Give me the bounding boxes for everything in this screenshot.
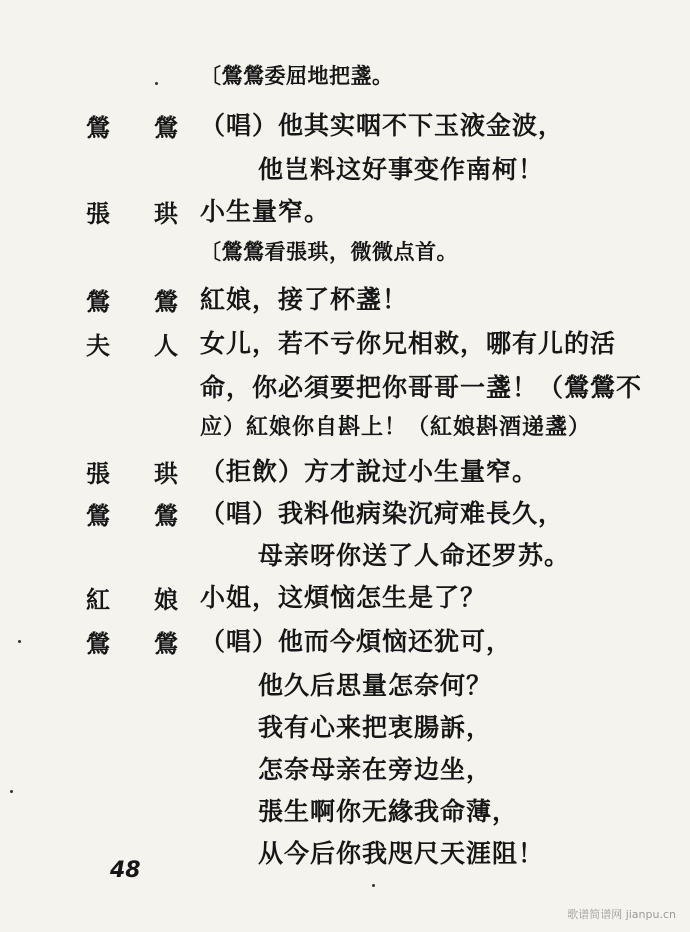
- dialogue-line: 張生啊你无緣我命薄，: [258, 797, 519, 826]
- speaker-char: 張: [86, 199, 110, 228]
- dialogue-line: （唱）我料他病染沉疴难長久，: [200, 499, 565, 528]
- speaker-label: [86, 108, 178, 143]
- speaker-label: [86, 282, 178, 317]
- speaker-char: 鶯: [154, 501, 178, 530]
- speaker-char: 鶯: [86, 287, 110, 316]
- dialogue-line: 紅娘，接了杯盞！: [200, 285, 409, 314]
- watermark: 歌谱简谱网 jianpu.cn: [567, 908, 676, 921]
- speaker-char: 珙: [154, 459, 178, 488]
- dialogue-line: 女儿，若不亏你兄相救，哪有儿的活: [200, 329, 617, 358]
- stage-direction: 〔鶯鶯委屈地把盞。: [200, 63, 394, 88]
- speaker-char: 鶯: [154, 287, 178, 316]
- speaker-char: 娘: [154, 585, 178, 614]
- speaker-label: [86, 194, 178, 229]
- dialogue-line: （拒飲）方才說过小生量窄。: [200, 457, 539, 486]
- dialogue-line: （唱）他而今煩恼还犹可，: [200, 627, 513, 656]
- speaker-char: 紅: [86, 585, 110, 614]
- speaker-char: 鶯: [86, 501, 110, 530]
- dialogue-line: 他岂料这好事变作南柯！: [258, 155, 545, 184]
- dialogue-line: 小生量窄。: [200, 197, 331, 226]
- speaker-label: [86, 326, 178, 361]
- dialogue-line: 母亲呀你送了人命还罗苏。: [258, 541, 571, 570]
- dialogue-line: 从今后你我咫尺天涯阻！: [258, 839, 545, 868]
- speaker-char: 人: [154, 331, 178, 360]
- speaker-char: 鶯: [154, 629, 178, 658]
- speaker-char: 夫: [86, 331, 110, 360]
- speaker-char: 鶯: [154, 113, 178, 142]
- dialogue-line: 他久后思量怎奈何？: [258, 671, 493, 700]
- speaker-char: 珙: [154, 199, 178, 228]
- print-speck: [155, 82, 158, 85]
- speaker-label: [86, 496, 178, 531]
- print-speck: [10, 790, 13, 793]
- print-speck: [18, 640, 21, 643]
- dialogue-line: 小姐，这煩恼怎生是了？: [200, 583, 487, 612]
- dialogue-line: 我有心来把衷腸訴，: [258, 713, 493, 742]
- speaker-char: 鶯: [86, 629, 110, 658]
- page-number: 48: [110, 858, 141, 883]
- dialogue-line: 怎奈母亲在旁边坐，: [258, 755, 493, 784]
- speaker-label: [86, 624, 178, 659]
- dialogue-line: 应）紅娘你自斟上！（紅娘斟酒递盞）: [200, 414, 592, 440]
- speaker-label: [86, 454, 178, 489]
- speaker-char: 張: [86, 459, 110, 488]
- speaker-char: 鶯: [86, 113, 110, 142]
- dialogue-line: （唱）他其实咽不下玉液金波，: [200, 111, 565, 140]
- stage-direction: 〔鶯鶯看張珙，微微点首。: [200, 239, 458, 264]
- dialogue-line: 命，你必須要把你哥哥一盞！（鶯鶯不: [200, 373, 643, 402]
- print-speck: [372, 884, 375, 887]
- speaker-label: [86, 580, 178, 615]
